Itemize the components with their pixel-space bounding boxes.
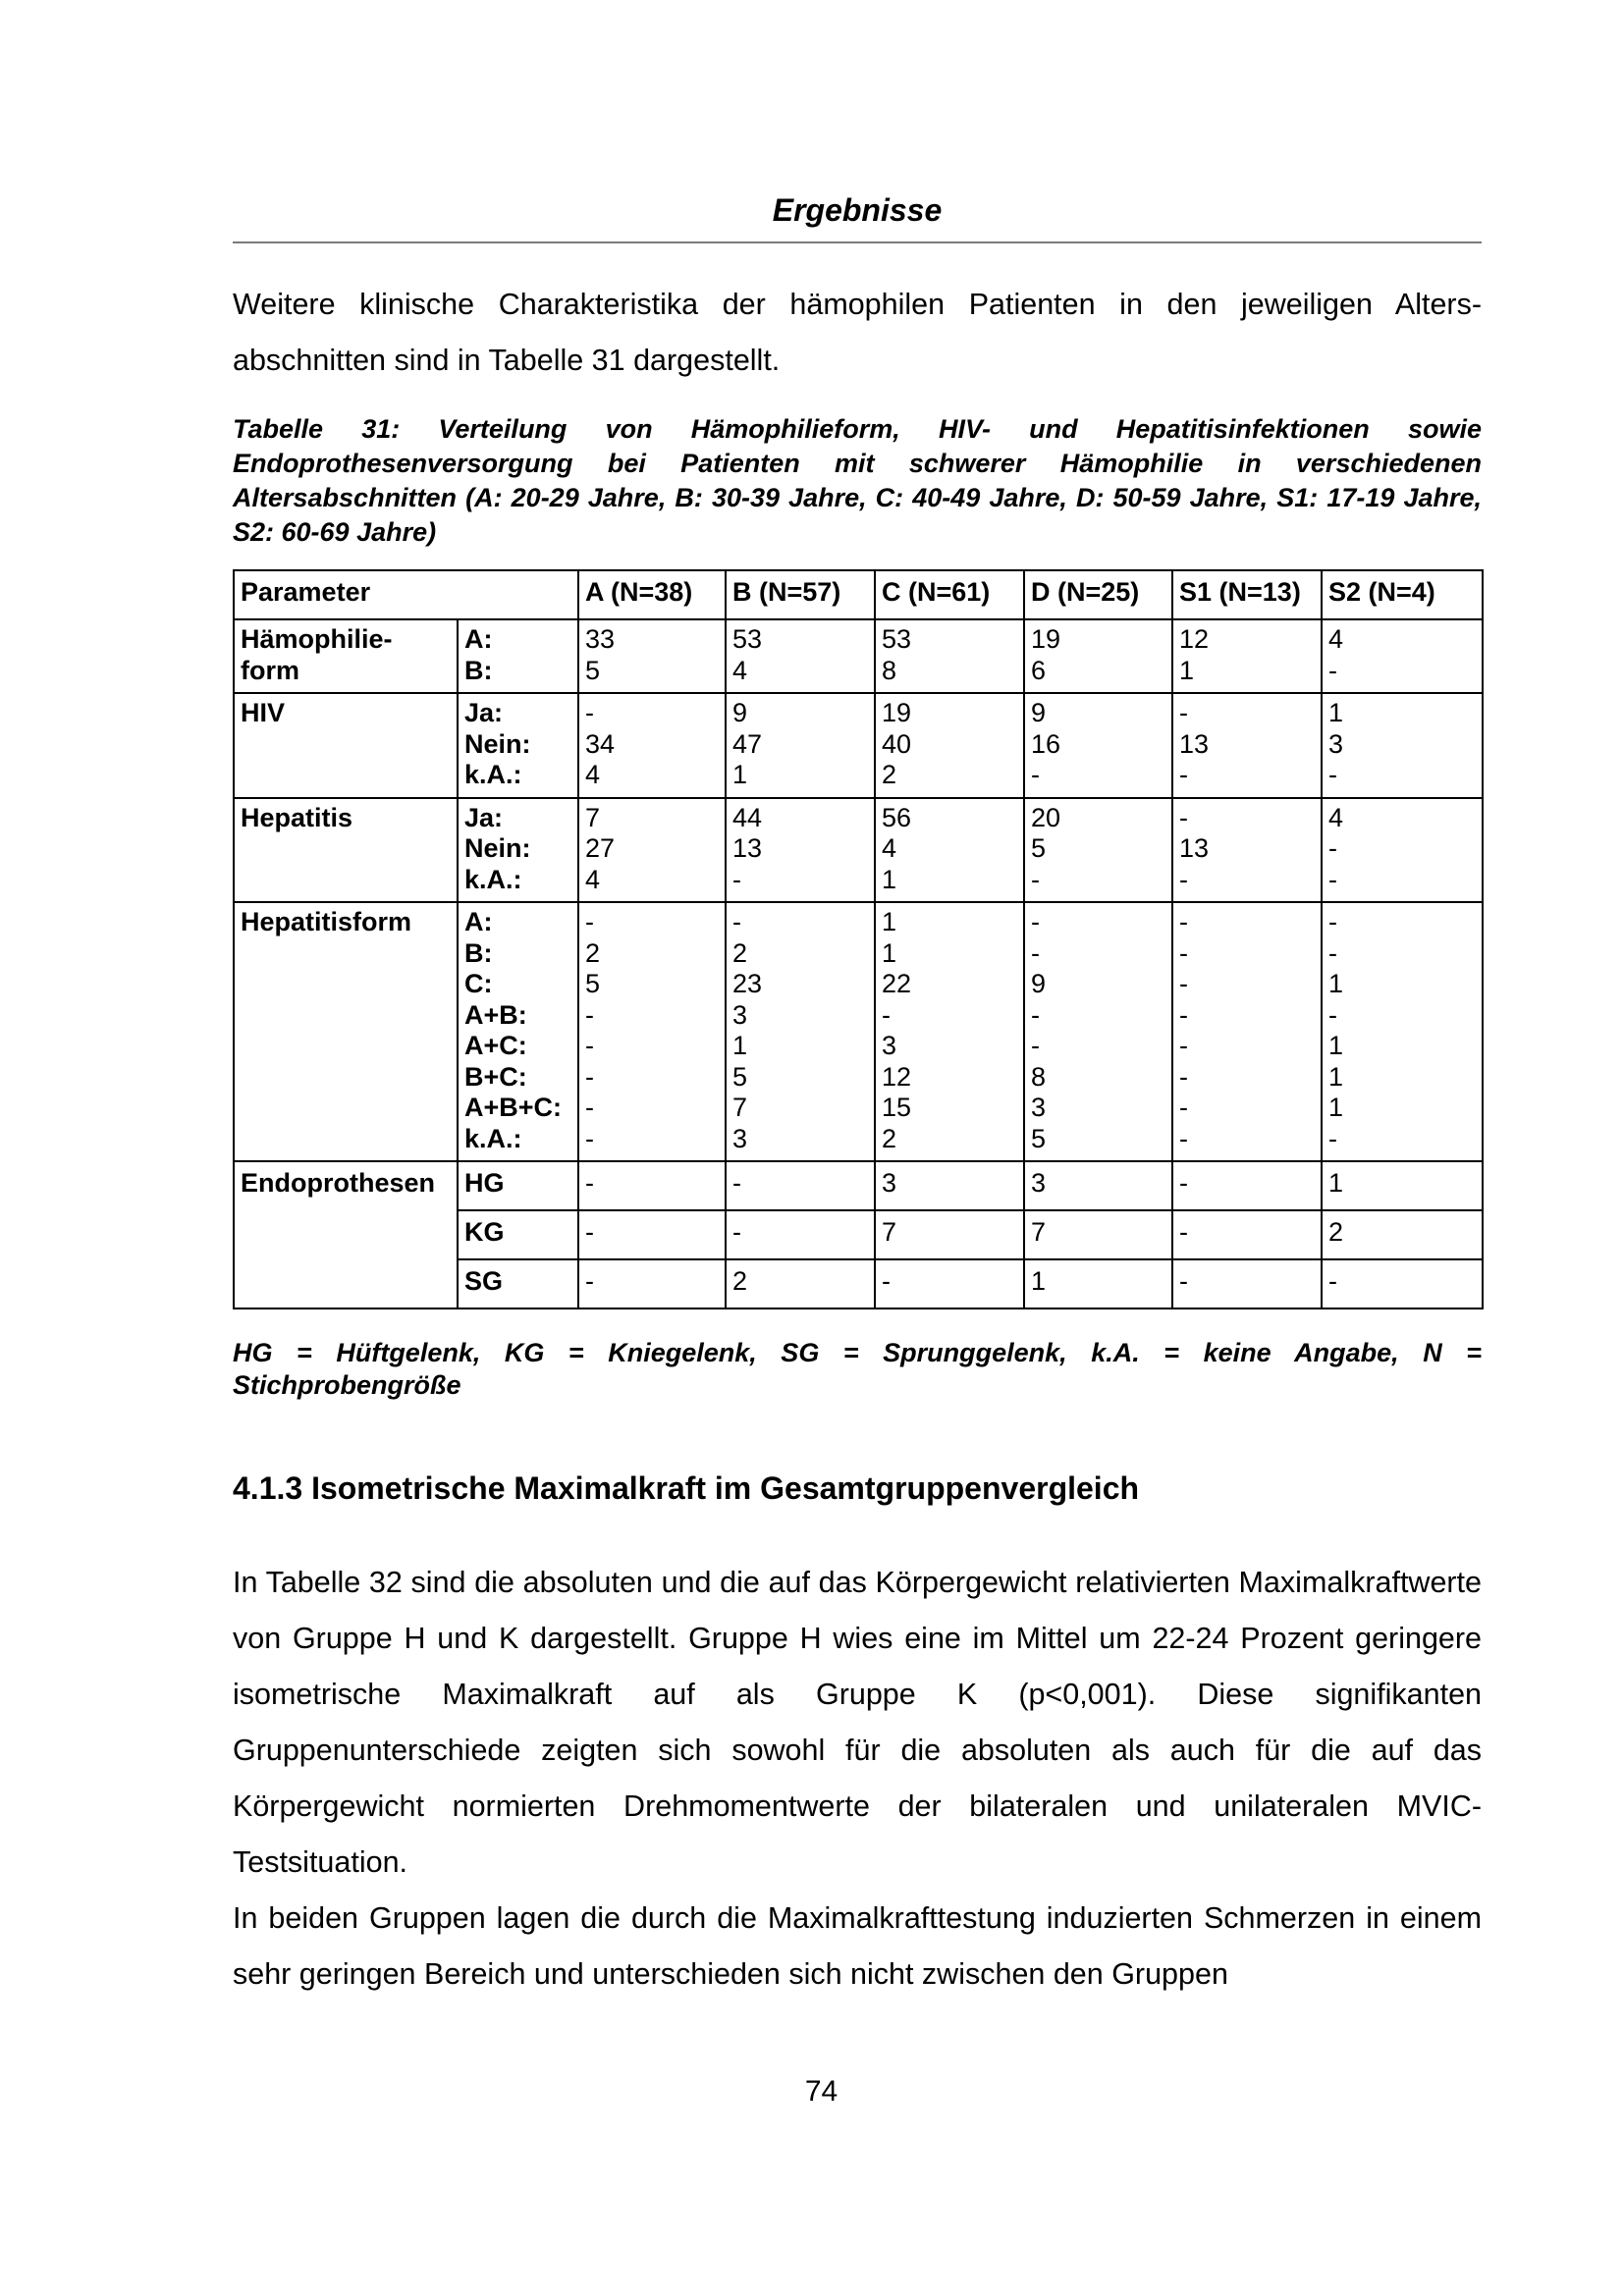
cell-value: - xyxy=(1031,907,1040,936)
cell-value: 1 xyxy=(732,760,748,789)
cell-value: 1 xyxy=(882,937,897,968)
sublabel: k.A.: xyxy=(464,760,522,789)
cell-value: - xyxy=(1328,907,1337,936)
cell-value: 47 xyxy=(732,728,763,759)
cell-value: - xyxy=(585,1123,594,1153)
table-cell xyxy=(1322,693,1483,798)
table-cell: 3 xyxy=(875,1161,1024,1210)
cell-value: 1 xyxy=(1328,1061,1344,1092)
sublabel: Ja: xyxy=(464,698,504,727)
row-sublabels xyxy=(458,693,578,798)
cell-value: 8 xyxy=(882,655,897,685)
table-cell: 1 xyxy=(1024,1259,1172,1308)
cell-value: - xyxy=(585,999,594,1030)
cell-value: 2 xyxy=(585,937,601,968)
cell-value: 5 xyxy=(1031,833,1047,863)
cell-value: - xyxy=(732,907,741,936)
table-cell xyxy=(1024,619,1172,693)
row-group-label xyxy=(234,902,458,1161)
table-cell xyxy=(875,902,1024,1161)
group-label-line: Hepatitisform xyxy=(241,907,412,936)
cell-value: 8 xyxy=(1031,1061,1047,1092)
row-sublabels xyxy=(458,902,578,1161)
cell-value: - xyxy=(1179,1093,1188,1122)
table-cell: - xyxy=(1322,1259,1483,1308)
table-cell: - xyxy=(726,1210,875,1259)
cell-value: - xyxy=(1031,864,1040,894)
table-cell xyxy=(1322,902,1483,1161)
column-header: S2 (N=4) xyxy=(1322,570,1483,619)
cell-value: - xyxy=(585,1031,594,1060)
cell-value: - xyxy=(1179,1031,1188,1060)
table-cell xyxy=(578,693,726,798)
section-paragraph: In beiden Gruppen lagen die durch die Maximalkrafttestung induzierten Schmerzen in einem sehr geringen Bereich und unterschieden sich nicht zwischen den Gruppen xyxy=(233,1901,1482,1991)
table-cell: - xyxy=(578,1259,726,1308)
cell-value: 53 xyxy=(732,624,763,654)
intro-paragraph: Weitere klinische Charakteristika der hämophilen Patienten in den jeweiligen Alters-abschnitten sind in Tabelle 31 dargestellt. xyxy=(233,288,1482,377)
table-cell: 1 xyxy=(1322,1161,1483,1210)
cell-value: - xyxy=(1031,999,1040,1030)
row-sublabel: SG xyxy=(458,1259,578,1308)
running-head: Ergebnisse xyxy=(772,192,943,228)
group-label-line: form xyxy=(241,655,299,685)
cell-value: - xyxy=(1179,864,1188,894)
cell-value: 7 xyxy=(732,1093,748,1122)
cell-value: 1 xyxy=(1328,698,1344,727)
table-row xyxy=(234,1161,1483,1210)
cell-value: - xyxy=(1031,937,1040,968)
cell-value: - xyxy=(882,999,891,1030)
sublabel: A+B+C: xyxy=(464,1093,563,1122)
cell-value: 1 xyxy=(1328,969,1344,998)
cell-value: 1 xyxy=(1328,1031,1344,1060)
sublabel: Ja: xyxy=(464,802,504,832)
section-paragraph: In Tabelle 32 sind die absoluten und die auf das Körpergewicht relativierten Maximalkraftwerte von Gruppe H und K dargestellt. Gruppe H wies eine im Mittel um 22-24 Prozent geringere isometrische Maximalkraft auf als Gruppe K (p<0,001). Diese signifikanten Gruppenunterschiede zeigten sich sowohl für die absoluten als auch für die auf das Körpergewicht normierten Drehmomentwerte der bilateralen und unilateralen MVIC-Testsituation. xyxy=(233,1566,1482,1879)
cell-value: 1 xyxy=(882,907,897,936)
table-cell xyxy=(726,693,875,798)
table-cell xyxy=(578,798,726,903)
cell-value: 2 xyxy=(882,760,897,789)
sublabel: A+C: xyxy=(464,1031,527,1060)
table-cell: - xyxy=(1172,1210,1322,1259)
cell-value: 3 xyxy=(1328,728,1344,759)
cell-value: 22 xyxy=(882,969,912,998)
cell-value: 33 xyxy=(585,624,616,654)
table-cell xyxy=(726,798,875,903)
cell-value: 12 xyxy=(1179,624,1210,654)
cell-value: 9 xyxy=(732,698,748,727)
cell-value: - xyxy=(1328,1123,1337,1153)
cell-value: - xyxy=(1328,833,1337,863)
cell-value: 13 xyxy=(1179,833,1210,863)
table-row xyxy=(234,902,1483,1161)
cell-value: 3 xyxy=(882,1031,897,1060)
sublabel: B: xyxy=(464,937,493,968)
cell-value: 1 xyxy=(732,1031,748,1060)
cell-value: 3 xyxy=(732,999,748,1030)
cell-value: - xyxy=(585,907,594,936)
cell-value: - xyxy=(1179,1061,1188,1092)
table-cell: - xyxy=(726,1161,875,1210)
table-cell: 2 xyxy=(1322,1210,1483,1259)
section-body xyxy=(233,1555,1482,2002)
cell-value: 6 xyxy=(1031,655,1047,685)
cell-value: 27 xyxy=(585,833,616,863)
column-header: C (N=61) xyxy=(875,570,1024,619)
cell-value: 4 xyxy=(1328,802,1344,832)
cell-value: 3 xyxy=(1031,1093,1047,1122)
column-header: S1 (N=13) xyxy=(1172,570,1322,619)
cell-value: - xyxy=(1179,907,1188,936)
cell-value: 1 xyxy=(1179,655,1195,685)
table-cell xyxy=(1172,902,1322,1161)
cell-value: - xyxy=(1328,864,1337,894)
table-cell xyxy=(1322,619,1483,693)
cell-value: 40 xyxy=(882,728,912,759)
table-cell: - xyxy=(875,1259,1024,1308)
table-cell: 7 xyxy=(1024,1210,1172,1259)
sublabel: B: xyxy=(464,655,493,685)
table-cell xyxy=(1322,798,1483,903)
cell-value: - xyxy=(1179,802,1188,832)
sublabel: k.A.: xyxy=(464,1123,522,1153)
cell-value: - xyxy=(1179,1123,1188,1153)
table-cell: 3 xyxy=(1024,1161,1172,1210)
table-cell: 7 xyxy=(875,1210,1024,1259)
sublabel: k.A.: xyxy=(464,864,522,894)
cell-value: 9 xyxy=(1031,698,1047,727)
column-header: D (N=25) xyxy=(1024,570,1172,619)
table-caption: Tabelle 31: Verteilung von Hämophilieform, HIV- und Hepatitisinfektionen sowie Endoprothesenversorgung bei Patienten mit schwerer Hämophilie in verschiedenen Altersabschnitten (A: 20-29 Jahre, B: 30-39 Jahre, C: 40-49 Jahre, D: 50-59 Jahre, S1: 17-19 Jahre, S2: 60-69 Jahre) xyxy=(233,414,1482,547)
cell-value: 13 xyxy=(1179,728,1210,759)
cell-value: - xyxy=(1179,760,1188,789)
column-header: A (N=38) xyxy=(578,570,726,619)
table-cell xyxy=(1172,798,1322,903)
cell-value: 15 xyxy=(882,1093,912,1122)
cell-value: 16 xyxy=(1031,728,1061,759)
row-group-label: Endoprothesen xyxy=(234,1161,458,1308)
sublabel: A+B: xyxy=(464,999,527,1030)
table-cell xyxy=(1172,619,1322,693)
cell-value: - xyxy=(1328,999,1337,1030)
cell-value: - xyxy=(585,1061,594,1092)
cell-value: - xyxy=(1328,655,1337,685)
table-header-row xyxy=(234,570,1483,619)
table-cell: - xyxy=(578,1161,726,1210)
sublabel: Nein: xyxy=(464,728,531,759)
cell-value: 2 xyxy=(732,937,748,968)
table-cell xyxy=(1172,693,1322,798)
cell-value: - xyxy=(732,864,741,894)
table-cell: - xyxy=(578,1210,726,1259)
header-rule xyxy=(233,241,1482,243)
table-31 xyxy=(233,569,1484,1309)
cell-value: 4 xyxy=(882,833,897,863)
cell-value: - xyxy=(1328,937,1337,968)
row-group-label xyxy=(234,619,458,693)
section-heading: 4.1.3 Isometrische Maximalkraft im Gesamtgruppenvergleich xyxy=(233,1470,1140,1506)
sublabel: A: xyxy=(464,624,493,654)
cell-value: 34 xyxy=(585,728,616,759)
cell-value: - xyxy=(1328,760,1337,789)
table-row xyxy=(234,798,1483,903)
cell-value: - xyxy=(1179,937,1188,968)
table-cell xyxy=(1024,798,1172,903)
table-footnote: HG = Hüftgelenk, KG = Kniegelenk, SG = Sprunggelenk, k.A. = keine Angabe, N = Stichprobengröße xyxy=(233,1338,1482,1400)
cell-value: 9 xyxy=(1031,969,1047,998)
table-cell: - xyxy=(1172,1259,1322,1308)
cell-value: 1 xyxy=(1328,1093,1344,1122)
row-group-label xyxy=(234,693,458,798)
cell-value: 19 xyxy=(882,698,912,727)
sublabel: C: xyxy=(464,969,493,998)
cell-value: 12 xyxy=(882,1061,912,1092)
cell-value: 2 xyxy=(882,1123,897,1153)
sublabel: Nein: xyxy=(464,833,531,863)
cell-value: - xyxy=(585,698,594,727)
page-number: 74 xyxy=(804,2075,839,2108)
cell-value: 56 xyxy=(882,802,912,832)
group-label-line: Hepatitis xyxy=(241,802,353,832)
column-header: Parameter xyxy=(234,570,578,619)
table-cell xyxy=(726,902,875,1161)
table-cell xyxy=(875,693,1024,798)
cell-value: - xyxy=(585,1093,594,1122)
cell-value: 1 xyxy=(882,864,897,894)
cell-value: 5 xyxy=(585,655,601,685)
table-cell xyxy=(726,619,875,693)
cell-value: - xyxy=(1179,999,1188,1030)
column-header: B (N=57) xyxy=(726,570,875,619)
cell-value: 53 xyxy=(882,624,912,654)
cell-value: 5 xyxy=(1031,1123,1047,1153)
table-cell xyxy=(875,619,1024,693)
cell-value: - xyxy=(1031,1031,1040,1060)
cell-value: - xyxy=(1031,760,1040,789)
cell-value: - xyxy=(1179,969,1188,998)
cell-value: 5 xyxy=(732,1061,748,1092)
cell-value: 4 xyxy=(585,760,601,789)
cell-value: - xyxy=(1179,698,1188,727)
table-cell: 2 xyxy=(726,1259,875,1308)
table-cell xyxy=(1024,902,1172,1161)
cell-value: 23 xyxy=(732,969,763,998)
table-cell xyxy=(578,619,726,693)
row-group-label xyxy=(234,798,458,903)
table-cell xyxy=(875,798,1024,903)
table-row xyxy=(234,619,1483,693)
cell-value: 44 xyxy=(732,802,763,832)
sublabel: A: xyxy=(464,907,493,936)
cell-value: 4 xyxy=(732,655,748,685)
table-cell xyxy=(1024,693,1172,798)
table-cell: - xyxy=(1172,1161,1322,1210)
cell-value: 13 xyxy=(732,833,763,863)
row-sublabels xyxy=(458,619,578,693)
table-row xyxy=(234,693,1483,798)
group-label-line: HIV xyxy=(241,698,286,727)
cell-value: 19 xyxy=(1031,624,1061,654)
group-label-line: Hämophilie- xyxy=(241,624,393,654)
cell-value: 4 xyxy=(1328,624,1344,654)
sublabel: B+C: xyxy=(464,1061,527,1092)
cell-value: 7 xyxy=(585,802,601,832)
table-cell xyxy=(578,902,726,1161)
cell-value: 20 xyxy=(1031,802,1061,832)
cell-value: 4 xyxy=(585,864,601,894)
row-sublabel: HG xyxy=(458,1161,578,1210)
row-sublabels xyxy=(458,798,578,903)
row-sublabel: KG xyxy=(458,1210,578,1259)
cell-value: 5 xyxy=(585,969,601,998)
cell-value: 3 xyxy=(732,1123,748,1153)
